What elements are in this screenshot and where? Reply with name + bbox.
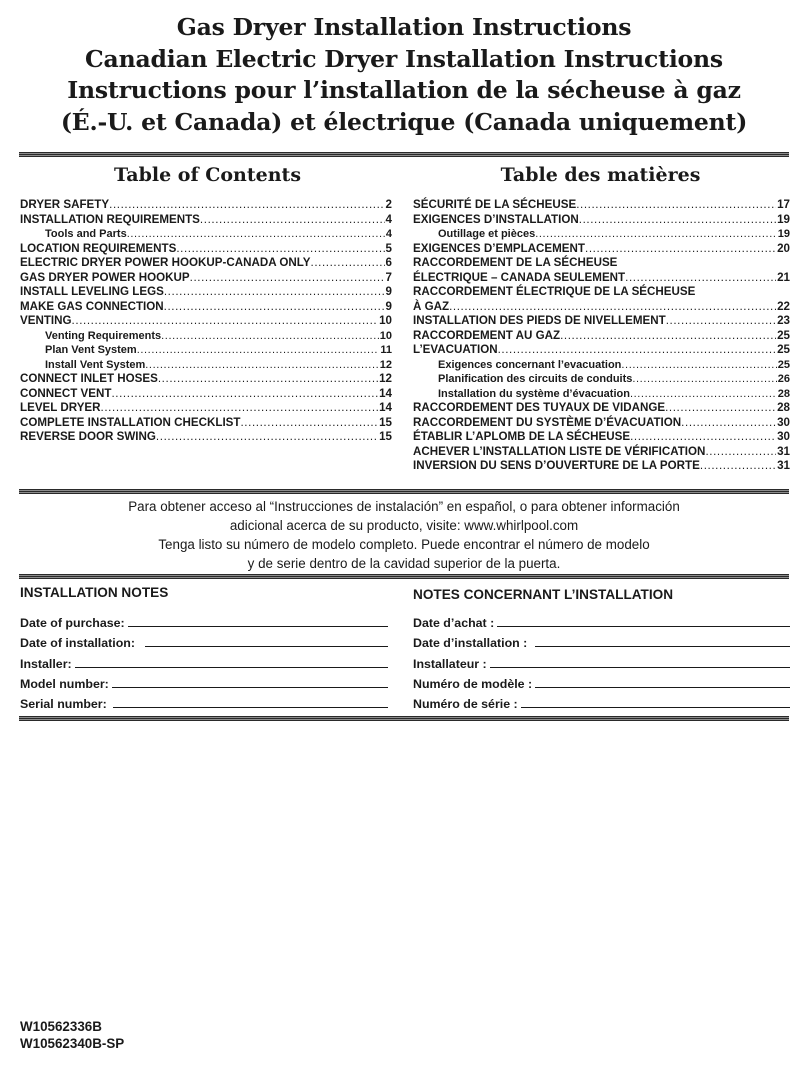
toc-item-title: REVERSE DOOR SWING bbox=[20, 430, 156, 443]
spanish-notice-line: Para obtener acceso al “Instrucciones de instalación” en español, o para obtener información bbox=[128, 499, 680, 514]
toc-item[interactable] bbox=[20, 300, 392, 315]
toc-item-title: CONNECT VENT bbox=[20, 386, 112, 400]
toc-item[interactable] bbox=[413, 401, 790, 416]
note-field-label: Model number: bbox=[20, 676, 109, 691]
toc-item-page: 25 bbox=[777, 328, 790, 342]
toc-item-title: EXIGENCES D’EMPLACEMENT bbox=[413, 241, 585, 255]
toc-item-title: ACHEVER L’INSTALLATION LISTE DE VÉRIFICATION bbox=[413, 444, 706, 458]
toc-item-title: GAS DRYER POWER HOOKUP bbox=[20, 270, 190, 284]
divider-rule bbox=[19, 716, 789, 721]
toc-item-page: 12 bbox=[379, 358, 392, 371]
note-field-serial-number bbox=[20, 691, 388, 711]
toc-item[interactable] bbox=[413, 242, 790, 257]
toc-subitem[interactable] bbox=[20, 358, 392, 373]
toc-item-title: Installation du système d’évacuation bbox=[438, 387, 630, 400]
toc-item-title: LOCATION REQUIREMENTS bbox=[20, 241, 177, 255]
toc-item-page: 11 bbox=[380, 344, 392, 356]
note-field-installateur bbox=[413, 650, 790, 670]
toc-item-page: 28 bbox=[777, 401, 790, 414]
note-field-label: Serial number: bbox=[20, 696, 107, 711]
toc-item[interactable] bbox=[20, 256, 392, 271]
toc-item-title: L’EVACUATION bbox=[413, 343, 498, 356]
note-field-label: Date d’achat : bbox=[413, 616, 495, 631]
toc-item-title: DRYER SAFETY bbox=[20, 198, 110, 211]
installer-line[interactable] bbox=[75, 666, 388, 668]
title-line-4: (É.-U. et Canada) et électrique (Canada uniquement) bbox=[60, 107, 748, 136]
toc-item[interactable] bbox=[20, 430, 392, 445]
note-field-label: Installateur : bbox=[413, 656, 487, 671]
spanish-notice bbox=[0, 497, 808, 573]
serial-number-line[interactable] bbox=[113, 706, 388, 708]
toc-item-page: 30 bbox=[777, 415, 790, 429]
toc-item-page: 10 bbox=[379, 314, 392, 327]
toc-item-page: 21 bbox=[777, 270, 790, 284]
toc-item-title: Venting Requirements bbox=[45, 329, 162, 342]
toc-item-page: 4 bbox=[385, 212, 392, 226]
note-field-date-installation bbox=[413, 630, 790, 650]
installation-notes-en bbox=[20, 610, 388, 711]
toc-item[interactable] bbox=[413, 271, 790, 286]
toc-item[interactable] bbox=[20, 372, 392, 387]
toc-item[interactable] bbox=[413, 459, 790, 474]
toc-item-page: 12 bbox=[379, 372, 392, 385]
date-achat-line[interactable] bbox=[497, 625, 790, 627]
toc-item-title: À GAZ bbox=[413, 299, 450, 313]
note-field-label: Numéro de modèle : bbox=[413, 676, 533, 691]
date-of-purchase-line[interactable] bbox=[128, 625, 388, 627]
installateur-line[interactable] bbox=[490, 666, 790, 668]
toc-item[interactable] bbox=[413, 300, 790, 315]
numero-serie-line[interactable] bbox=[521, 706, 790, 708]
toc-item[interactable] bbox=[20, 213, 392, 228]
toc-subitem[interactable] bbox=[413, 227, 790, 242]
toc-item-page: 6 bbox=[385, 256, 392, 269]
date-installation-line[interactable] bbox=[535, 645, 790, 647]
note-field-numero-modele bbox=[413, 671, 790, 691]
toc-item[interactable] bbox=[20, 416, 392, 431]
toc-item[interactable] bbox=[20, 242, 392, 257]
toc-item-page: 15 bbox=[379, 415, 392, 429]
toc-item-title: EXIGENCES D’INSTALLATION bbox=[413, 212, 579, 226]
note-field-label: Date of installation: bbox=[20, 636, 135, 651]
toc-item-title: Tools and Parts bbox=[45, 228, 127, 240]
toc-subitem[interactable] bbox=[413, 358, 790, 373]
note-field-label: Date d’installation : bbox=[413, 636, 528, 651]
toc-item-page: 22 bbox=[777, 299, 790, 313]
toc-heading-en: Table of Contents bbox=[113, 164, 302, 186]
installation-notes-fr bbox=[413, 610, 790, 711]
toc-item-page: 10 bbox=[379, 329, 392, 342]
title-line-1: Gas Dryer Installation Instructions bbox=[176, 13, 632, 41]
document-title-block bbox=[0, 12, 808, 138]
note-field-model-number bbox=[20, 671, 388, 691]
toc-item-title: ÉTABLIR L’APLOMB DE LA SÉCHEUSE bbox=[413, 430, 631, 443]
toc-item-title: Install Vent System bbox=[45, 358, 146, 371]
toc-item-page: 26 bbox=[777, 373, 790, 385]
toc-item-title: INVERSION DU SENS D’OUVERTURE DE LA PORTE bbox=[413, 459, 700, 472]
toc-item-page: 4 bbox=[385, 228, 392, 240]
toc-item[interactable] bbox=[413, 256, 790, 271]
toc-item-title: Plan Vent System bbox=[45, 344, 137, 356]
toc-item-title: SÉCURITÉ DE LA SÉCHEUSE bbox=[413, 198, 577, 211]
toc-item[interactable] bbox=[20, 387, 392, 402]
spanish-notice-line: Tenga listo su número de modelo completo. Puede encontrar el número de modelo bbox=[158, 537, 650, 552]
date-of-installation-line[interactable] bbox=[145, 645, 388, 647]
part-number-block bbox=[20, 1018, 124, 1052]
installation-notes-heading-en: INSTALLATION NOTES bbox=[20, 585, 169, 600]
toc-item-title: CONNECT INLET HOSES bbox=[20, 372, 158, 385]
note-field-label: Date of purchase: bbox=[20, 616, 125, 631]
toc-item-page: 9 bbox=[385, 285, 392, 298]
toc-item-page: 31 bbox=[777, 444, 790, 458]
spanish-notice-line: y de serie dentro de la cavidad superior de la puerta. bbox=[247, 556, 561, 571]
toc-item[interactable] bbox=[20, 401, 392, 416]
toc-item-title: ÉLECTRIQUE – CANADA SEULEMENT bbox=[413, 270, 626, 284]
note-field-date-achat bbox=[413, 610, 790, 630]
toc-item[interactable] bbox=[413, 343, 790, 358]
toc-item[interactable] bbox=[20, 271, 392, 286]
toc-item-title: Exigences concernant l’evacuation bbox=[438, 358, 622, 371]
toc-item[interactable] bbox=[413, 285, 790, 300]
title-line-3: Instructions pour l’installation de la sécheuse à gaz bbox=[67, 76, 741, 104]
toc-item-page: 28 bbox=[777, 387, 790, 400]
note-field-date-of-installation bbox=[20, 630, 388, 650]
divider-rule bbox=[19, 574, 789, 579]
numero-modele-line[interactable] bbox=[535, 686, 790, 688]
toc-item-title: ELECTRIC DRYER POWER HOOKUP-CANADA ONLY bbox=[20, 256, 311, 269]
toc-item[interactable] bbox=[20, 198, 392, 213]
toc-item[interactable] bbox=[413, 198, 790, 213]
toc-subitem[interactable] bbox=[413, 372, 790, 387]
toc-item[interactable] bbox=[413, 329, 790, 344]
toc-item-page: 5 bbox=[385, 241, 392, 255]
toc-item-page: 19 bbox=[777, 212, 790, 226]
toc-subitem[interactable] bbox=[20, 329, 392, 344]
part-number: W10562336B bbox=[20, 1019, 102, 1034]
toc-item-title: RACCORDEMENT DES TUYAUX DE VIDANGE bbox=[413, 401, 666, 414]
toc-item-title: MAKE GAS CONNECTION bbox=[20, 299, 164, 313]
note-field-installer bbox=[20, 650, 388, 670]
note-field-date-of-purchase bbox=[20, 610, 388, 630]
toc-subitem[interactable] bbox=[20, 227, 392, 242]
toc-item-title: INSTALLATION DES PIEDS DE NIVELLEMENT bbox=[413, 314, 666, 327]
toc-item-page: 23 bbox=[777, 314, 790, 327]
model-number-line[interactable] bbox=[112, 686, 388, 688]
toc-item[interactable] bbox=[413, 416, 790, 431]
toc-item-page: 30 bbox=[777, 430, 790, 443]
toc-item-title: INSTALLATION REQUIREMENTS bbox=[20, 212, 200, 226]
toc-item-title: LEVEL DRYER bbox=[20, 401, 101, 414]
toc-subitem[interactable] bbox=[413, 387, 790, 402]
toc-item-title: Planification des circuits de conduits bbox=[438, 373, 633, 385]
toc-item-title: RACCORDEMENT DE LA SÉCHEUSE bbox=[413, 256, 618, 269]
toc-item-page: 19 bbox=[777, 228, 790, 240]
toc-item[interactable] bbox=[20, 285, 392, 300]
spanish-notice-line: adicional acerca de su producto, visite: www.whirlpool.com bbox=[229, 518, 579, 533]
divider-rule bbox=[19, 152, 789, 157]
toc-item[interactable] bbox=[413, 430, 790, 445]
toc-item-page: 14 bbox=[379, 401, 392, 414]
toc-item-page: 15 bbox=[379, 430, 392, 443]
divider-rule bbox=[19, 489, 789, 494]
toc-item-page: 17 bbox=[777, 198, 790, 211]
toc-heading-fr: Table des matières bbox=[500, 164, 701, 186]
toc-item-page: 31 bbox=[777, 459, 790, 472]
toc-item-title: INSTALL LEVELING LEGS bbox=[20, 285, 164, 298]
toc-item[interactable] bbox=[413, 314, 790, 329]
toc-item-title: COMPLETE INSTALLATION CHECKLIST bbox=[20, 415, 241, 429]
installation-notes-heading-fr: NOTES CONCERNANT L’INSTALLATION bbox=[413, 587, 674, 602]
toc-item[interactable] bbox=[413, 213, 790, 228]
part-number: W10562340B-SP bbox=[20, 1036, 125, 1051]
toc-item-title: RACCORDEMENT AU GAZ bbox=[413, 328, 561, 342]
title-line-2: Canadian Electric Dryer Installation Instructions bbox=[85, 44, 723, 73]
toc-item[interactable] bbox=[20, 314, 392, 329]
toc-item-page: 20 bbox=[777, 241, 790, 255]
toc-list-fr bbox=[413, 198, 790, 474]
toc-item-page: 2 bbox=[385, 198, 392, 211]
toc-item-page: 25 bbox=[777, 358, 790, 371]
toc-item-page: 14 bbox=[379, 386, 392, 400]
toc-list-en bbox=[20, 198, 392, 445]
toc-item-title: Outillage et pièces bbox=[438, 228, 536, 240]
toc-item-title: RACCORDEMENT ÉLECTRIQUE DE LA SÉCHEUSE bbox=[413, 285, 696, 298]
toc-item-page: 7 bbox=[385, 270, 392, 284]
toc-item[interactable] bbox=[413, 445, 790, 460]
toc-item-page: 9 bbox=[385, 299, 392, 313]
toc-item-page: 25 bbox=[777, 343, 790, 356]
note-field-label: Numéro de série : bbox=[413, 696, 518, 711]
toc-item-title: VENTING bbox=[20, 314, 72, 327]
note-field-label: Installer: bbox=[20, 656, 72, 671]
toc-subitem[interactable] bbox=[20, 343, 392, 358]
toc-item-title: RACCORDEMENT DU SYSTÈME D’ÉVACUATION bbox=[413, 415, 682, 429]
note-field-numero-serie bbox=[413, 691, 790, 711]
